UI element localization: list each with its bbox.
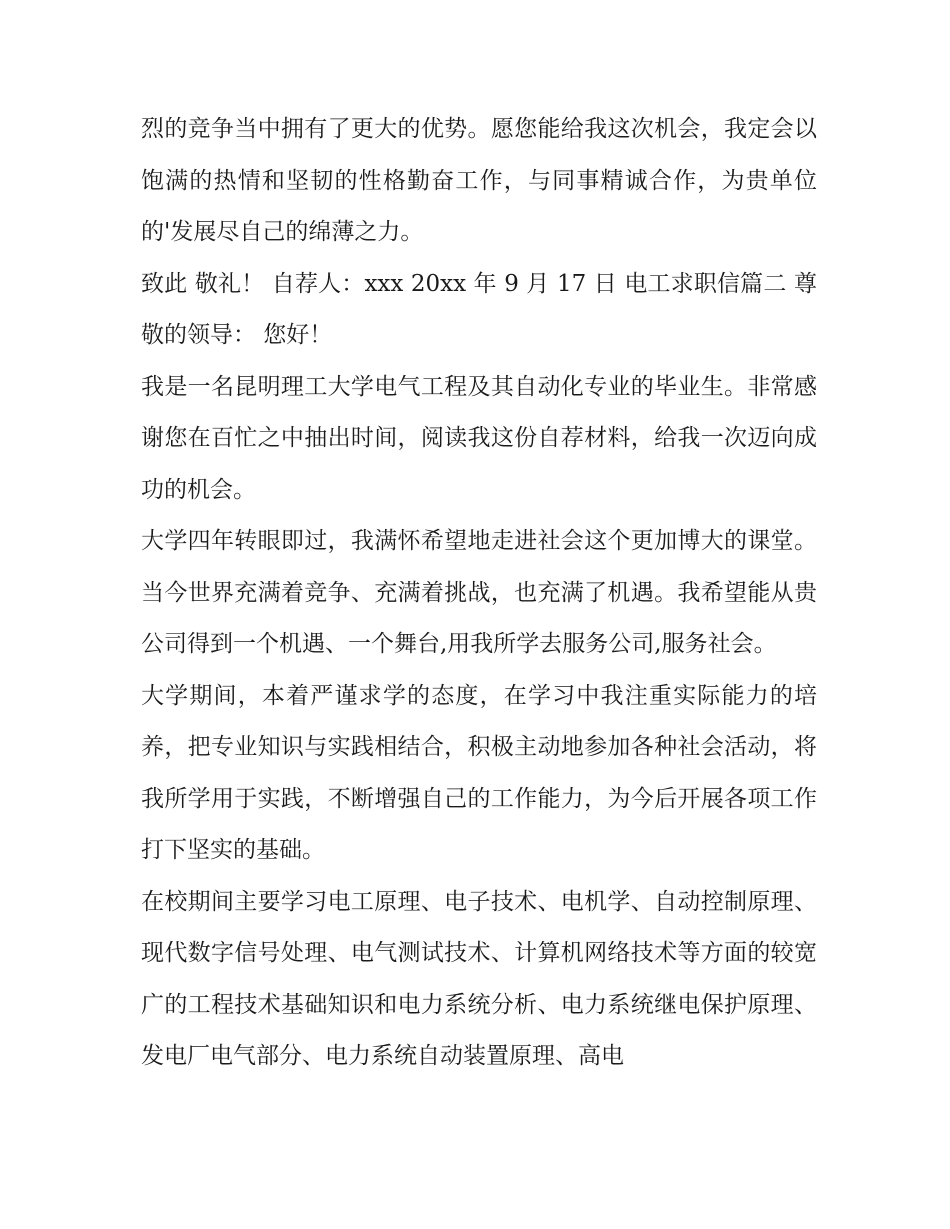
paragraph: 大学期间，本着严谨求学的态度，在学习中我注重实际能力的培养，把专业知识与实践相结合，积极主动地参加各种社会活动，将我所学用于实践，不断增强自己的工作能力，为今后开展各项工作打下坚实的基础。	[141, 682, 817, 863]
paragraph: 在校期间主要学习电工原理、电子技术、电机学、自动控制原理、现代数字信号处理、电气测试技术、计算机网络技术等方面的较宽广的工程技术基础知识和电力系统分析、电力系统继电保护原理、发电厂电气部分、电力系统自动装置原理、高电	[141, 888, 817, 1069]
paragraph: 我是一名昆明理工大学电气工程及其自动化专业的毕业生。非常感谢您在百忙之中抽出时间，阅读我这份自荐材料，给我一次迈向成功的机会。	[141, 373, 817, 503]
paragraph: 烈的竞争当中拥有了更大的优势。愿您能给我这次机会，我定会以饱满的热情和坚韧的性格勤奋工作，与同事精诚合作，为贵单位的'发展尽自己的绵薄之力。	[141, 116, 817, 245]
paragraph: 大学四年转眼即过，我满怀希望地走进社会这个更加博大的课堂。当今世界充满着竞争、充满着挑战，也充满了机遇。我希望能从贵公司得到一个机遇、一个舞台,用我所学去服务公司,服务社会。	[141, 528, 817, 657]
paragraph: 致此 敬礼！ 自荐人：xxx 20xx 年 9 月 17 日 电工求职信篇二 尊敬的领导： 您好！	[141, 270, 817, 348]
document-body	[141, 104, 817, 1083]
